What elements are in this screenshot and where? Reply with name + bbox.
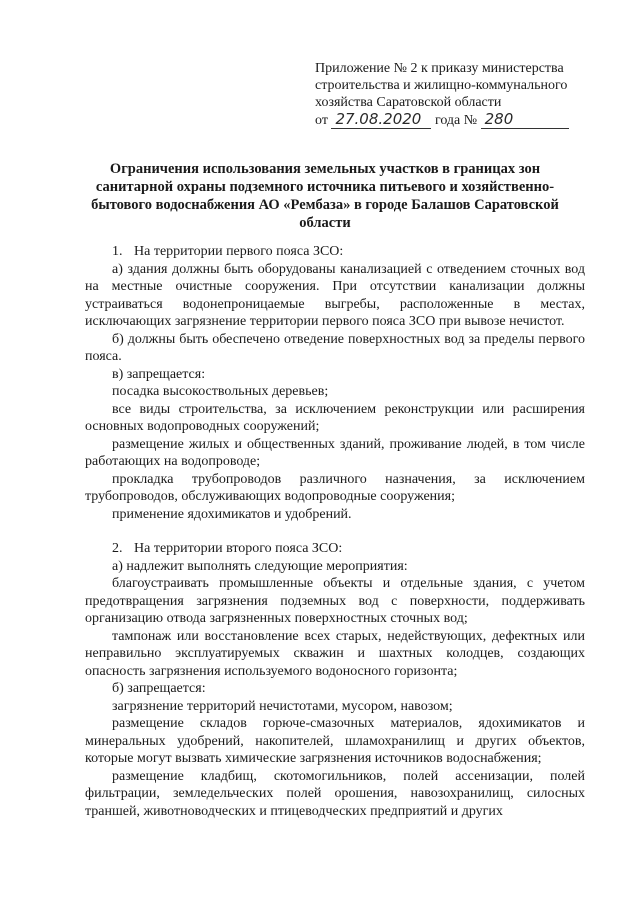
paragraph: б) должны быть обеспечено отведение поверхностных вод за пределы первого пояса. bbox=[85, 331, 585, 364]
paragraph: прокладка трубопроводов различного назначения, за исключением трубопроводов, обслуживающих водопроводные сооружения; bbox=[85, 471, 585, 504]
annex-line-2: строительства и жилищно-коммунального bbox=[315, 78, 568, 93]
section-heading bbox=[85, 243, 585, 261]
document-body bbox=[85, 243, 585, 820]
annex-line-3: хозяйства Саратовской области bbox=[315, 95, 502, 110]
annex-header bbox=[315, 60, 600, 129]
paragraph: загрязнение территорий нечистотами, мусором, навозом; bbox=[112, 698, 453, 714]
paragraph: а) здания должны быть оборудованы канализацией с отведением сточных вод на местные очистные сооружения. При отсутствии канализации должны устраиваться водонепроницаемые выгребы, расположенные в местах, исключающих загрязнение территории первого пояса ЗСО при вывозе нечистот. bbox=[85, 261, 585, 329]
paragraph: тампонаж или восстановление всех старых, недействующих, дефектных или неправильно эксплуатируемых скважин и шахтных колодцев, создающих опасность загрязнения используемого водоносного горизонта; bbox=[85, 628, 585, 679]
handwritten-number: 280 bbox=[481, 111, 569, 129]
annex-line-1: Приложение № 2 к приказу министерства bbox=[315, 61, 564, 76]
paragraph: в) запрещается: bbox=[112, 366, 206, 382]
handwritten-date: 27.08.2020 bbox=[331, 111, 431, 129]
document-title: Ограничения использования земельных участков в границах зон санитарной охраны подземного источника питьевого и хозяйственно-бытового водоснабжения АО «Рембаза» в городе Балашов Саратовской области bbox=[91, 161, 559, 231]
annex-from-label: от bbox=[315, 113, 328, 128]
section-number: 2. bbox=[112, 541, 123, 556]
paragraph: б) запрещается: bbox=[112, 681, 206, 696]
section-heading-text: На территории второго пояса ЗСО: bbox=[134, 541, 343, 556]
section-heading bbox=[85, 540, 585, 558]
paragraph: благоустраивать промышленные объекты и отдельные здания, с учетом предотвращения загрязнения подземных вод с поверхности, поддерживать организацию отвода загрязненных поверхностных сточных вод; bbox=[85, 576, 585, 626]
paragraph: размещение кладбищ, скотомогильников, полей ассенизации, полей фильтрации, земледельческих полей орошения, навозохранилищ, силосных траншей, животноводческих и птицеводческих предприятий и других bbox=[85, 768, 585, 819]
paragraph: посадка высокоствольных деревьев; bbox=[112, 384, 329, 399]
section-heading-text: На территории первого пояса ЗСО: bbox=[134, 244, 344, 259]
paragraph: все виды строительства, за исключением реконструкции или расширения основных водопроводных сооружений; bbox=[85, 401, 585, 434]
annex-date-number-line bbox=[315, 111, 600, 129]
annex-year-label: года № bbox=[434, 113, 478, 128]
paragraph: размещение жилых и общественных зданий, проживание людей, в том числе работающих на водопроводе; bbox=[85, 436, 585, 469]
paragraph: а) надлежит выполнять следующие мероприятия: bbox=[112, 558, 408, 574]
paragraph: применение ядохимикатов и удобрений. bbox=[112, 506, 352, 522]
paragraph: размещение складов горюче-смазочных материалов, ядохимикатов и минеральных удобрений, накопителей, шламохранилищ и других объектов, которые могут вызвать химические загрязнения источников водоснабжения; bbox=[85, 716, 585, 766]
section-number: 1. bbox=[112, 244, 123, 259]
